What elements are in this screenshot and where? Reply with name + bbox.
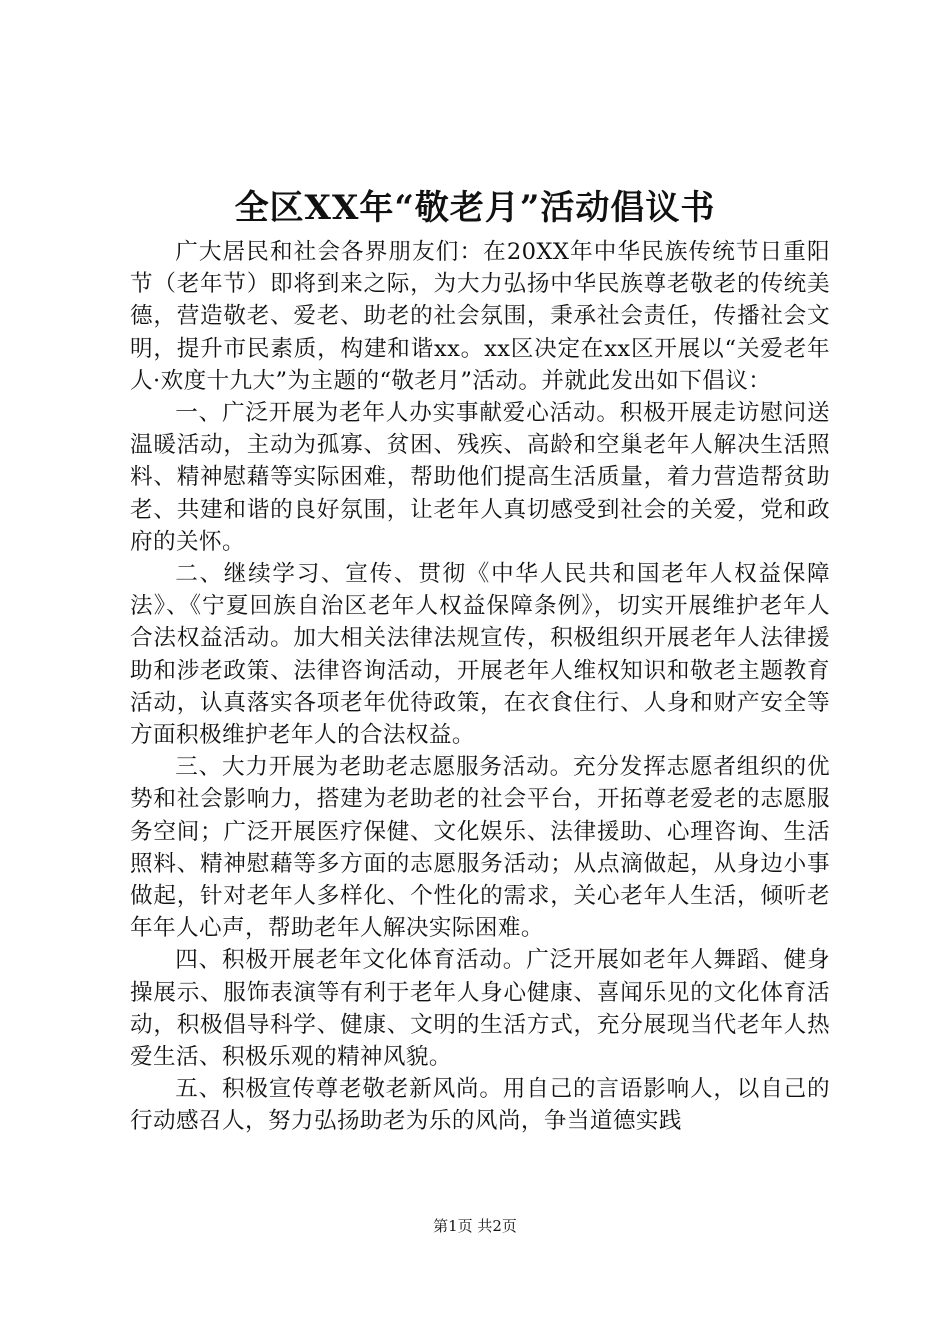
proposal-paragraph-5: 五、积极宣传尊老敬老新风尚。用自己的言语影响人，以自己的行动感召人，努力弘扬助老为乐的风尚，争当道德实践 xyxy=(130,1076,830,1135)
proposal-paragraph-1: 一、广泛开展为老年人办实事献爱心活动。积极开展走访慰问送温暖活动，主动为孤寡、贫困、残疾、高龄和空巢老年人解决生活照料、精神慰藉等实际困难，帮助他们提高生活质量，着力营造帮贫助老、共建和谐的良好氛围，让老年人真切感受到社会的关爱，党和政府的关怀。 xyxy=(130,400,830,555)
page-number-footer: 第1页 共2页 xyxy=(433,1217,517,1235)
proposal-paragraph-2: 二、继续学习、宣传、贯彻《中华人民共和国老年人权益保障法》、《宁夏回族自治区老年人权益保障条例》，切实开展维护老年人合法权益活动。加大相关法律法规宣传，积极组织开展老年人法律援助和涉老政策、法律咨询活动，开展老年人维权知识和敬老主题教育活动，认真落实各项老年优待政策，在衣食住行、人身和财产安全等方面积极维护老年人的合法权益。 xyxy=(130,561,830,749)
intro-paragraph: 广大居民和社会各界朋友们：在20XX年中华民族传统节日重阳节（老年节）即将到来之际，为大力弘扬中华民族尊老敬老的传统美德，营造敬老、爱老、助老的社会氛围，秉承社会责任，传播社会文明，提升市民素质，构建和谐xx。xx区决定在xx区开展以“关爱老年人·欢度十九大”为主题的“敬老月”活动。并就此发出如下倡议： xyxy=(130,239,830,394)
document-body xyxy=(130,236,830,1138)
page-title: 全区XX年“敬老月”活动倡议书 xyxy=(234,188,716,228)
proposal-paragraph-4: 四、积极开展老年文化体育活动。广泛开展如老年人舞蹈、健身操展示、服饰表演等有利于老年人身心健康、喜闻乐见的文化体育活动，积极倡导科学、健康、文明的生活方式，充分展现当代老年人热爱生活、积极乐观的精神风貌。 xyxy=(130,947,830,1071)
proposal-paragraph-3: 三、大力开展为老助老志愿服务活动。充分发挥志愿者组织的优势和社会影响力，搭建为老助老的社会平台，开拓尊老爱老的志愿服务空间；广泛开展医疗保健、文化娱乐、法律援助、心理咨询、生活照料、精神慰藉等多方面的志愿服务活动；从点滴做起，从身边小事做起，针对老年人多样化、个性化的需求，关心老年人生活，倾听老年年人心声，帮助老年人解决实际困难。 xyxy=(130,754,830,942)
